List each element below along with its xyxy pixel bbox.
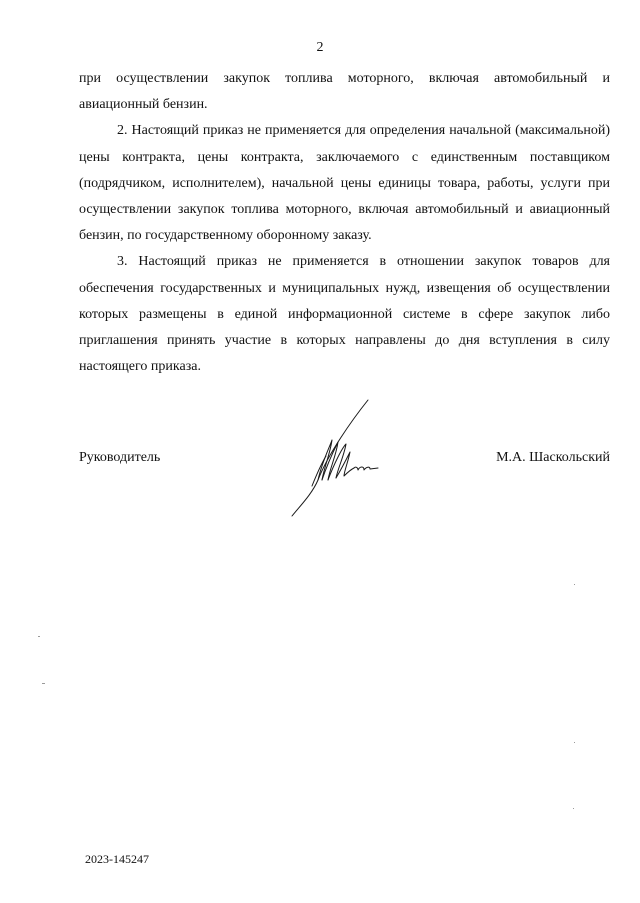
paragraph-continuation: при осуществлении закупок топлива моторного, включая автомобильный и авиационный бензин. (79, 71, 610, 113)
document-id: 2023-145247 (85, 852, 149, 866)
scan-speck (574, 742, 575, 743)
scan-speck (574, 584, 575, 585)
scan-speck (42, 683, 45, 684)
signatory-name: М.А. Шаскольский (496, 450, 610, 465)
handwritten-signature (282, 396, 392, 520)
page-number: 2 (316, 40, 324, 55)
paragraph-item-2: 2. Настоящий приказ не применяется для определения начальной (максимальной) цены контракта, цены контракта, заключаемого с единственным поставщиком (подрядчиком, исполнителем), начальной цены единицы товара, работы, услуги при осуществлении закупок топлива моторного, включая автомобильный и авиационный бензин, по государственному оборонному заказу. (79, 123, 610, 244)
scan-speck (38, 636, 40, 637)
scan-speck (573, 808, 574, 809)
signatory-role: Руководитель (79, 450, 161, 465)
paragraph-item-3: 3. Настоящий приказ не применяется в отношении закупок товаров для обеспечения государственных и муниципальных нужд, извещения об осуществлении которых размещены в единой информационной системе в сфере закупок либо приглашения принять участие в которых направлены до дня вступления в силу настоящего приказа. (79, 254, 610, 375)
document-body (79, 66, 610, 380)
